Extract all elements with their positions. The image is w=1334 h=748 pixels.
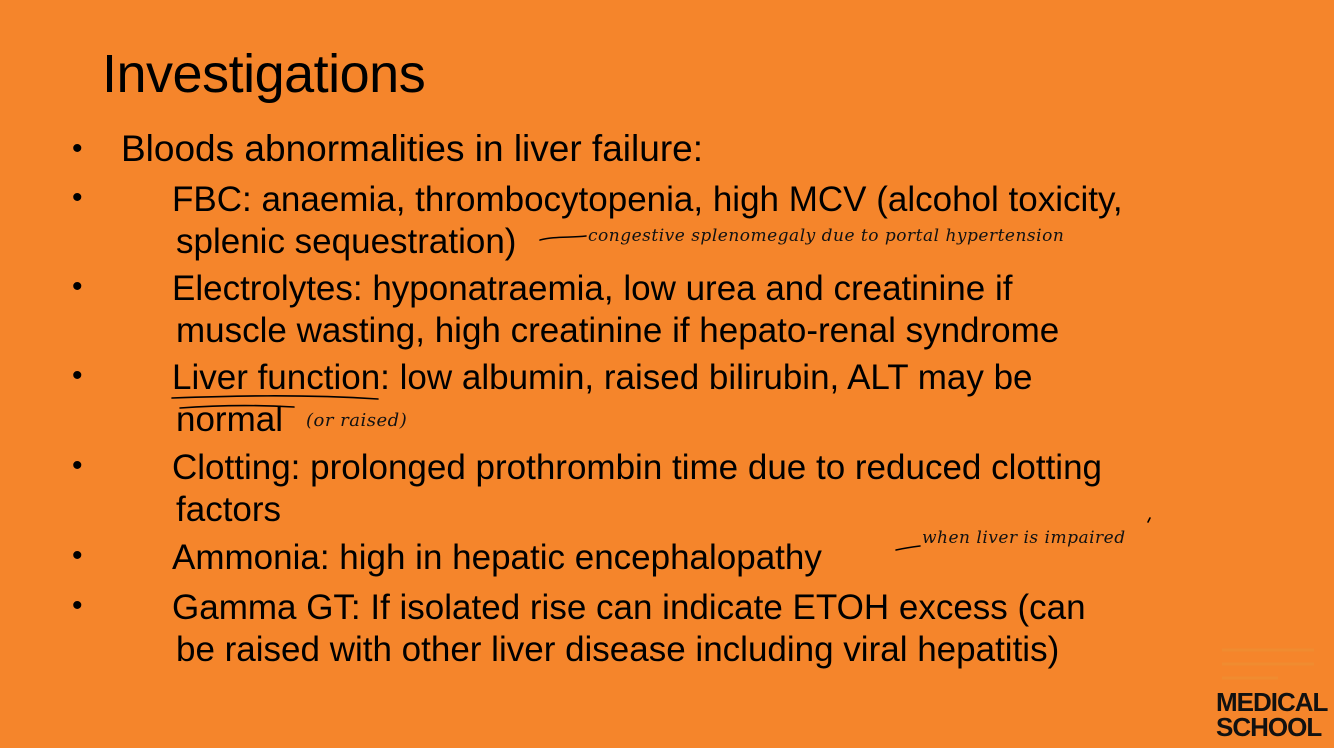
slide-title: Investigations [102, 44, 426, 104]
bullet-dot: • [72, 181, 83, 214]
bullet-ggt-line1: Gamma GT: If isolated rise can indicate ETOH excess (can [172, 588, 1086, 627]
bullet-fbc-line1: FBC: anaemia, thrombocytopenia, high MCV (alcohol toxicity, [172, 180, 1123, 219]
intro-text: Bloods abnormalities in liver failure: [121, 128, 703, 169]
bullet-ammonia-line1: Ammonia: high in hepatic encephalopathy [172, 538, 822, 577]
bullet-dot: • [72, 589, 83, 622]
bullet-dot: • [72, 449, 83, 482]
medical-school-logo [1216, 687, 1328, 742]
handwritten-annotation-lft: (or raised) [306, 410, 408, 431]
logo-mark-icon [1218, 644, 1318, 686]
bullet-dot: • [72, 359, 83, 392]
bullet-dot: • [72, 539, 83, 572]
handwritten-annotation-ammonia: when liver is impaired [922, 528, 1126, 548]
bullet-electrolytes-line1: Electrolytes: hyponatraemia, low urea and creatinine if [172, 269, 1013, 308]
bullet-dot: • [72, 132, 83, 165]
logo-line2: SCHOOL [1216, 712, 1322, 742]
bullet-lft-line1: Liver function: low albumin, raised bilirubin, ALT may be [172, 358, 1033, 397]
bullet-dot: • [72, 270, 83, 303]
bullet-lft-line2: normal [176, 400, 283, 439]
bullet-clotting-line1: Clotting: prolonged prothrombin time due to reduced clotting [172, 448, 1102, 487]
logo-line1: MEDICAL [1216, 687, 1328, 717]
handwritten-annotation-fbc: congestive splenomegaly due to portal hypertension [588, 226, 1065, 246]
bullet-electrolytes-line2: muscle wasting, high creatinine if hepato-renal syndrome [176, 311, 1060, 350]
bullet-clotting-line2: factors [176, 490, 282, 529]
bullet-ggt-line2: be raised with other liver disease including viral hepatitis) [176, 630, 1060, 669]
bullet-fbc-line2: splenic sequestration) [176, 222, 517, 261]
